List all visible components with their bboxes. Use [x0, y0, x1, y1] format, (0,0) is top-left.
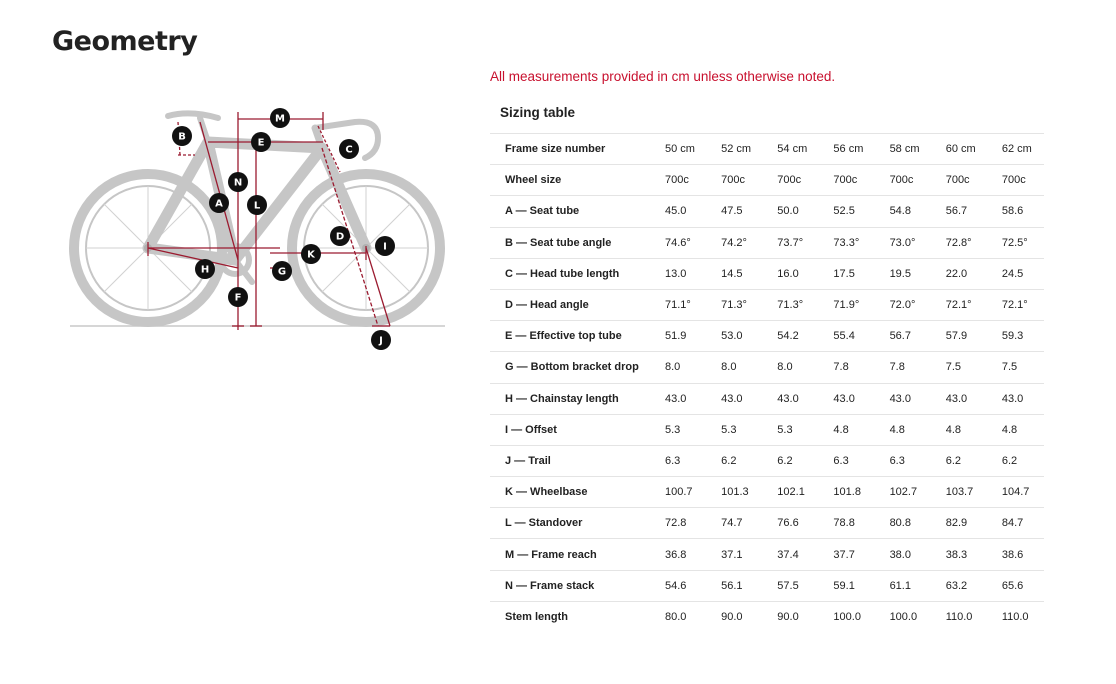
table-cell: 71.1° — [651, 289, 707, 320]
table-row — [490, 477, 1044, 508]
table-cell: 56.1 — [707, 570, 763, 601]
table-cell: 55.4 — [819, 321, 875, 352]
svg-text:B: B — [178, 131, 186, 143]
table-cell: 50 cm — [651, 134, 707, 165]
table-cell: 47.5 — [707, 196, 763, 227]
table-cell: 71.3° — [707, 289, 763, 320]
table-cell: 4.8 — [988, 414, 1044, 445]
row-label: B — Seat tube angle — [490, 227, 651, 258]
svg-text:F: F — [234, 292, 242, 304]
table-cell: 37.7 — [819, 539, 875, 570]
svg-text:E: E — [257, 137, 265, 149]
table-cell: 76.6 — [763, 508, 819, 539]
marker-d-badge — [330, 226, 350, 246]
table-cell: 53.0 — [707, 321, 763, 352]
table-cell: 56.7 — [876, 321, 932, 352]
row-label: C — Head tube length — [490, 258, 651, 289]
table-cell: 54.2 — [763, 321, 819, 352]
table-cell: 43.0 — [707, 383, 763, 414]
table-cell: 56 cm — [819, 134, 875, 165]
table-cell: 700c — [819, 165, 875, 196]
table-cell: 6.2 — [763, 445, 819, 476]
row-label: K — Wheelbase — [490, 477, 651, 508]
table-cell: 62 cm — [988, 134, 1044, 165]
table-cell: 700c — [932, 165, 988, 196]
table-cell: 700c — [876, 165, 932, 196]
table-cell: 19.5 — [876, 258, 932, 289]
table-cell: 74.6° — [651, 227, 707, 258]
table-cell: 54.8 — [876, 196, 932, 227]
table-cell: 5.3 — [651, 414, 707, 445]
table-cell: 43.0 — [932, 383, 988, 414]
table-cell: 52 cm — [707, 134, 763, 165]
table-cell: 36.8 — [651, 539, 707, 570]
table-cell: 17.5 — [819, 258, 875, 289]
table-cell: 84.7 — [988, 508, 1044, 539]
svg-text:L: L — [253, 200, 261, 212]
bike-geometry-diagram — [60, 100, 460, 360]
row-label: M — Frame reach — [490, 539, 651, 570]
table-cell: 6.3 — [819, 445, 875, 476]
table-cell: 100.0 — [876, 601, 932, 632]
table-row — [490, 321, 1044, 352]
table-cell: 73.3° — [819, 227, 875, 258]
table-cell: 38.6 — [988, 539, 1044, 570]
table-cell: 14.5 — [707, 258, 763, 289]
table-cell: 72.1° — [932, 289, 988, 320]
table-row — [490, 414, 1044, 445]
row-label: I — Offset — [490, 414, 651, 445]
table-cell: 8.0 — [707, 352, 763, 383]
table-row — [490, 289, 1044, 320]
page-title: Geometry — [52, 26, 198, 57]
table-cell: 51.9 — [651, 321, 707, 352]
row-label: H — Chainstay length — [490, 383, 651, 414]
table-cell: 74.7 — [707, 508, 763, 539]
table-cell: 38.3 — [932, 539, 988, 570]
table-cell: 50.0 — [763, 196, 819, 227]
marker-m-badge — [270, 108, 290, 128]
table-cell: 72.1° — [988, 289, 1044, 320]
marker-b-badge — [172, 126, 192, 146]
table-cell: 73.7° — [763, 227, 819, 258]
table-row — [490, 227, 1044, 258]
row-label: E — Effective top tube — [490, 321, 651, 352]
svg-text:D: D — [335, 231, 345, 243]
table-cell: 100.0 — [819, 601, 875, 632]
table-cell: 57.9 — [932, 321, 988, 352]
table-cell: 110.0 — [932, 601, 988, 632]
table-cell: 58.6 — [988, 196, 1044, 227]
row-label: L — Standover — [490, 508, 651, 539]
table-cell: 5.3 — [763, 414, 819, 445]
table-cell: 72.0° — [876, 289, 932, 320]
row-label: Stem length — [490, 601, 651, 632]
table-cell: 7.8 — [876, 352, 932, 383]
marker-k-badge — [301, 244, 321, 264]
table-cell: 71.3° — [763, 289, 819, 320]
svg-text:K: K — [307, 249, 315, 261]
row-label: G — Bottom bracket drop — [490, 352, 651, 383]
svg-text:G: G — [277, 266, 287, 278]
table-cell: 82.9 — [932, 508, 988, 539]
table-cell: 13.0 — [651, 258, 707, 289]
table-cell: 700c — [763, 165, 819, 196]
table-cell: 54.6 — [651, 570, 707, 601]
table-cell: 101.3 — [707, 477, 763, 508]
table-cell: 700c — [707, 165, 763, 196]
table-cell: 7.5 — [988, 352, 1044, 383]
table-cell: 100.7 — [651, 477, 707, 508]
table-cell: 6.2 — [707, 445, 763, 476]
table-cell: 37.1 — [707, 539, 763, 570]
marker-h-badge — [195, 259, 215, 279]
table-cell: 700c — [988, 165, 1044, 196]
table-cell: 43.0 — [651, 383, 707, 414]
table-cell: 60 cm — [932, 134, 988, 165]
table-cell: 6.3 — [651, 445, 707, 476]
svg-text:N: N — [233, 177, 243, 189]
table-cell: 102.7 — [876, 477, 932, 508]
table-cell: 8.0 — [763, 352, 819, 383]
table-cell: 43.0 — [819, 383, 875, 414]
table-cell: 5.3 — [707, 414, 763, 445]
table-cell: 38.0 — [876, 539, 932, 570]
table-cell: 74.2° — [707, 227, 763, 258]
table-cell: 700c — [651, 165, 707, 196]
table-cell: 90.0 — [707, 601, 763, 632]
svg-text:A: A — [215, 198, 223, 210]
marker-f-badge — [228, 287, 248, 307]
row-label: N — Frame stack — [490, 570, 651, 601]
table-cell: 54 cm — [763, 134, 819, 165]
table-cell: 58 cm — [876, 134, 932, 165]
svg-text:M: M — [275, 113, 285, 125]
table-cell: 43.0 — [988, 383, 1044, 414]
table-cell: 22.0 — [932, 258, 988, 289]
table-cell: 78.8 — [819, 508, 875, 539]
table-cell: 90.0 — [763, 601, 819, 632]
table-cell: 71.9° — [819, 289, 875, 320]
table-cell: 6.2 — [932, 445, 988, 476]
table-cell: 56.7 — [932, 196, 988, 227]
table-cell: 102.1 — [763, 477, 819, 508]
table-cell: 24.5 — [988, 258, 1044, 289]
svg-text:I: I — [383, 241, 387, 253]
table-row — [490, 165, 1044, 196]
table-cell: 4.8 — [932, 414, 988, 445]
svg-text:H: H — [200, 264, 210, 276]
svg-text:C: C — [345, 144, 353, 156]
table-row — [490, 383, 1044, 414]
table-cell: 59.1 — [819, 570, 875, 601]
table-row — [490, 134, 1044, 165]
table-cell: 45.0 — [651, 196, 707, 227]
table-cell: 104.7 — [988, 477, 1044, 508]
table-cell: 110.0 — [988, 601, 1044, 632]
marker-i-badge — [375, 236, 395, 256]
table-cell: 57.5 — [763, 570, 819, 601]
marker-j-badge — [371, 330, 391, 350]
table-cell: 8.0 — [651, 352, 707, 383]
table-cell: 43.0 — [876, 383, 932, 414]
sizing-table — [490, 133, 1044, 632]
table-row — [490, 258, 1044, 289]
table-cell: 6.3 — [876, 445, 932, 476]
table-cell: 101.8 — [819, 477, 875, 508]
table-row — [490, 196, 1044, 227]
table-row — [490, 352, 1044, 383]
sizing-table-body — [490, 134, 1044, 633]
row-label: D — Head angle — [490, 289, 651, 320]
table-cell: 7.8 — [819, 352, 875, 383]
table-row — [490, 601, 1044, 632]
table-cell: 37.4 — [763, 539, 819, 570]
marker-l-badge — [247, 195, 267, 215]
table-cell: 4.8 — [819, 414, 875, 445]
table-cell: 59.3 — [988, 321, 1044, 352]
marker-c-badge — [339, 139, 359, 159]
marker-a-badge — [209, 193, 229, 213]
table-row — [490, 508, 1044, 539]
table-cell: 52.5 — [819, 196, 875, 227]
table-row — [490, 570, 1044, 601]
table-cell: 80.8 — [876, 508, 932, 539]
table-cell: 16.0 — [763, 258, 819, 289]
table-cell: 4.8 — [876, 414, 932, 445]
svg-text:J: J — [379, 335, 383, 347]
table-cell: 103.7 — [932, 477, 988, 508]
table-row — [490, 539, 1044, 570]
table-cell: 72.5° — [988, 227, 1044, 258]
table-cell: 6.2 — [988, 445, 1044, 476]
row-label: J — Trail — [490, 445, 651, 476]
table-caption: Sizing table — [500, 105, 576, 120]
row-label: Frame size number — [490, 134, 651, 165]
table-cell: 80.0 — [651, 601, 707, 632]
table-cell: 72.8 — [651, 508, 707, 539]
marker-n-badge — [228, 172, 248, 192]
row-label: Wheel size — [490, 165, 651, 196]
table-cell: 72.8° — [932, 227, 988, 258]
measurement-note: All measurements provided in cm unless otherwise noted. — [490, 69, 836, 84]
table-cell: 65.6 — [988, 570, 1044, 601]
table-row — [490, 445, 1044, 476]
marker-g-badge — [272, 261, 292, 281]
table-cell: 63.2 — [932, 570, 988, 601]
table-cell: 7.5 — [932, 352, 988, 383]
row-label: A — Seat tube — [490, 196, 651, 227]
table-cell: 73.0° — [876, 227, 932, 258]
table-cell: 61.1 — [876, 570, 932, 601]
marker-e-badge — [251, 132, 271, 152]
table-cell: 43.0 — [763, 383, 819, 414]
